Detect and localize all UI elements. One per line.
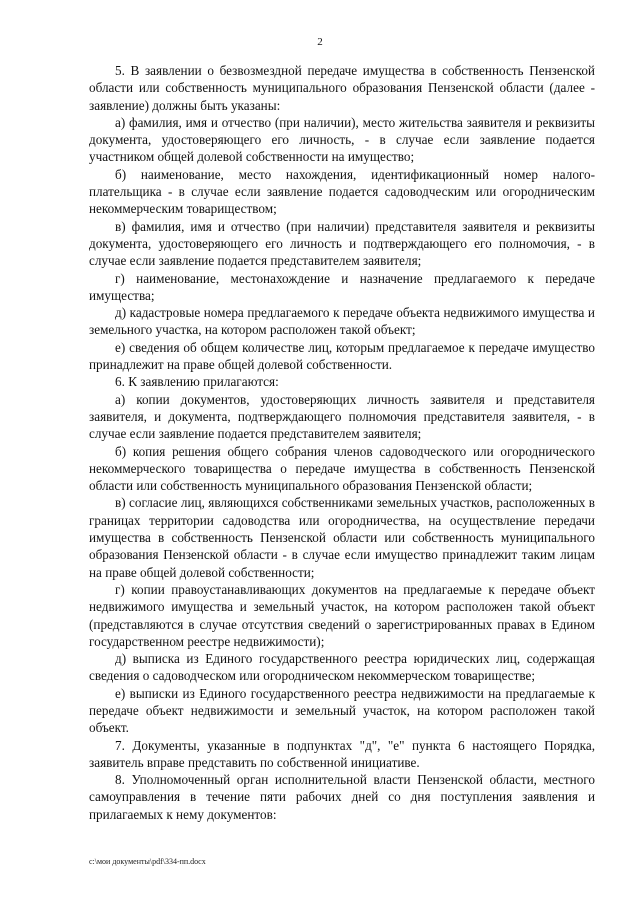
paragraph-6: 6. К заявлению прилагаются: [115,374,279,390]
paragraph-5a: а) фамилия, имя и отчество (при наличии), место жительства заявителя и реквизиты документа, удостоверяющего его личность, - в случае если заявление подается участником общей долевой собственности на имущество; [89,114,595,165]
paragraph-5v: в) фамилия, имя и отчество (при наличии) представителя заявителя и реквизиты документа, удостоверяющего его личность и подтверждающего его полномочия, - в случае если заявление подается представителем заявителя; [89,218,595,269]
paragraph-6v: в) согласие лиц, являющихся собственниками земельных участков, расположенных в границах территории садоводства или огородничества, на осуществление передачи имущества в собственность Пензенской области или собственность муниципального образования Пензенской области - в случае если имущество принадлежит таким лицам на праве общей долевой собственности; [89,495,595,580]
paragraph-6d: д) выписка из Единого государственного реестра юридических лиц, содержащая сведения о садоводческом или огородническом некоммерческом товариществе; [89,651,595,684]
paragraph-6g: г) копии правоустанавливающих документов на предлагаемые к передаче объект недвижимого имущества и земельный участок, на котором расположен такой объект (представляются в случае отсутствия сведений о зарегистрированных правах в Едином государственном реестре недвижимости); [89,581,595,649]
paragraph-5d: д) кадастровые номера предлагаемого к передаче объекта недвижимого имущества и земельного участка, на котором расположен такой объект; [89,305,595,338]
paragraph-6a: а) копии документов, удостоверяющих личность заявителя и представителя заявителя, и документа, подтверждающего полномочия представителя заявителя, - в случае если заявление подается представителем заявителя; [89,391,595,442]
paragraph-8: 8. Уполномоченный орган исполнительной власти Пензенской области, местного самоуправления в течение пяти рабочих дней со дня поступления заявления и прилагаемых к нему документов: [89,772,595,822]
paragraph-5e: е) сведения об общем количестве лиц, которым предлагаемое к передаче имущество принадлежит на праве общей долевой собственности. [89,339,595,373]
file-path-footer: c:\мои документы\pdf\334-пп.docx [89,857,206,866]
page-number: 2 [317,36,323,48]
paragraph-6b: б) копия решения общего собрания членов садоводческого или огороднического некоммерческого товарищества о передаче имущества в собственность Пензенской области или собственность муниципального образования Пензенской области; [89,443,595,494]
paragraph-5: 5. В заявлении о безвозмездной передаче имущества в собственность Пензенской области или собственность муниципального образования Пензенской области (далее - заявление) должны быть указаны: [89,63,595,113]
paragraph-5g: г) наименование, местонахождение и назначение предлагаемого к передаче имущества; [89,270,595,303]
paragraph-5b: б) наименование, место нахождения, идентификационный номер налого-плательщика - в случае если заявление подается садоводческим или огородническим некоммерческим товариществом; [89,166,595,217]
paragraph-6e: е) выписки из Единого государственного реестра недвижимости на предлагаемые к передаче объект недвижимости и земельный участок, на котором расположен такой объект. [89,685,595,736]
document-body [89,62,595,823]
paragraph-7: 7. Документы, указанные в подпунктах "д", "е" пункта 6 настоящего Порядка, заявитель вправе представить по собственной инициативе. [89,737,595,770]
